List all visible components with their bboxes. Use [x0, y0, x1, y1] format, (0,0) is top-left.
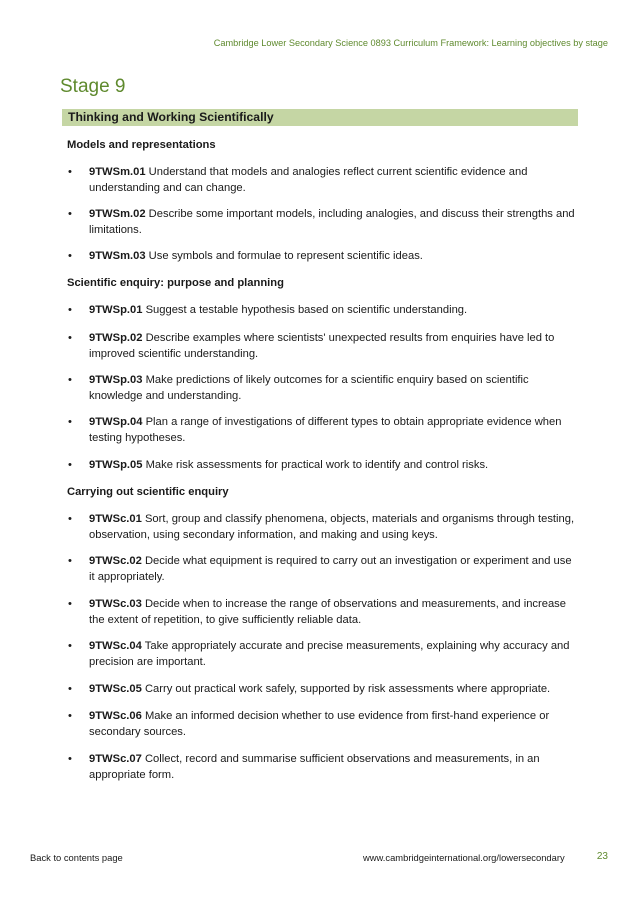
bullet-icon: •: [68, 555, 72, 567]
back-to-contents-link[interactable]: Back to contents page: [30, 852, 123, 863]
list-item: [68, 373, 580, 404]
section-heading: Scientific enquiry: purpose and planning: [67, 277, 284, 289]
list-item: [68, 458, 580, 474]
objective-text: Understand that models and analogies reflect current scientific evidence and understanding and can change.: [89, 166, 528, 194]
objective-code: 9TWSm.01: [89, 166, 146, 178]
list-item: [68, 415, 580, 446]
list-item: [68, 639, 580, 670]
objective-text: Plan a range of investigations of different types to obtain appropriate evidence when testing hypotheses.: [89, 416, 562, 444]
website-link[interactable]: www.cambridgeinternational.org/lowersecondary: [363, 852, 565, 863]
objective-code: 9TWSc.01: [89, 513, 142, 525]
bullet-icon: •: [68, 640, 72, 652]
objective-text: Make an informed decision whether to use evidence from first-hand experience or secondary sources.: [89, 710, 550, 738]
list-item: [68, 207, 580, 238]
objective-code: 9TWSm.02: [89, 208, 146, 220]
objective-code: 9TWSp.04: [89, 416, 143, 428]
objective-code: 9TWSc.04: [89, 640, 142, 652]
bullet-icon: •: [68, 416, 72, 428]
bullet-icon: •: [68, 753, 72, 765]
objective-code: 9TWSp.03: [89, 374, 143, 386]
objective-code: 9TWSc.06: [89, 710, 142, 722]
list-item: [68, 249, 580, 265]
objective-text: Make risk assessments for practical work to identify and control risks.: [142, 459, 489, 471]
list-item: [68, 331, 580, 362]
bullet-icon: •: [68, 208, 72, 220]
list-item: [68, 709, 580, 740]
objective-text: Describe some important models, including analogies, and discuss their strengths and limitations.: [89, 208, 575, 236]
objective-text: Take appropriately accurate and precise measurements, explaining why accuracy and precision are important.: [89, 640, 570, 668]
objective-text: Make predictions of likely outcomes for a scientific enquiry based on scientific knowledge and understanding.: [89, 374, 529, 402]
bullet-icon: •: [68, 332, 72, 344]
objective-text: Describe examples where scientists' unexpected results from enquiries have led to improved scientific understanding.: [89, 332, 555, 360]
band-title: Thinking and Working Scientifically: [68, 110, 274, 124]
objective-code: 9TWSc.02: [89, 555, 142, 567]
list-item: [68, 165, 580, 196]
objective-code: 9TWSc.07: [89, 753, 142, 765]
objective-text: Collect, record and summarise sufficient observations and measurements, in an appropriate form.: [89, 753, 540, 781]
list-item: [68, 752, 580, 783]
objective-code: 9TWSm.03: [89, 250, 146, 262]
section-heading: Carrying out scientific enquiry: [67, 486, 229, 498]
objective-text: Decide what equipment is required to carry out an investigation or experiment and use it appropriately.: [89, 555, 572, 583]
bullet-icon: •: [68, 304, 72, 316]
objective-code: 9TWSp.01: [89, 304, 143, 316]
objective-text: Carry out practical work safely, supported by risk assessments where appropriate.: [141, 683, 551, 695]
section-band: [62, 109, 578, 126]
bullet-icon: •: [68, 598, 72, 610]
bullet-icon: •: [68, 683, 72, 695]
objective-code: 9TWSp.05: [89, 459, 143, 471]
objective-code: 9TWSc.05: [89, 683, 142, 695]
stage-title: Stage 9: [60, 76, 126, 97]
bullet-icon: •: [68, 250, 72, 262]
objective-code: 9TWSp.02: [89, 332, 143, 344]
list-item: [68, 554, 580, 585]
list-item: [68, 303, 580, 319]
section-heading: Models and representations: [67, 139, 216, 151]
page-number: 23: [596, 851, 608, 862]
bullet-icon: •: [68, 374, 72, 386]
bullet-icon: •: [68, 166, 72, 178]
bullet-icon: •: [68, 710, 72, 722]
list-item: [68, 597, 580, 628]
running-header: Cambridge Lower Secondary Science 0893 Curriculum Framework: Learning objectives by stage: [213, 38, 608, 48]
list-item: [68, 682, 580, 698]
objective-text: Sort, group and classify phenomena, objects, materials and organisms through testing, observation, using secondary information, and making and using keys.: [89, 513, 575, 541]
list-item: [68, 512, 580, 543]
objective-text: Decide when to increase the range of observations and measurements, and increase the extent of repetition, to give sufficiently reliable data.: [89, 598, 566, 626]
objective-code: 9TWSc.03: [89, 598, 142, 610]
objective-text: Suggest a testable hypothesis based on scientific understanding.: [142, 304, 468, 316]
objective-text: Use symbols and formulae to represent scientific ideas.: [145, 250, 423, 262]
bullet-icon: •: [68, 459, 72, 471]
bullet-icon: •: [68, 513, 72, 525]
